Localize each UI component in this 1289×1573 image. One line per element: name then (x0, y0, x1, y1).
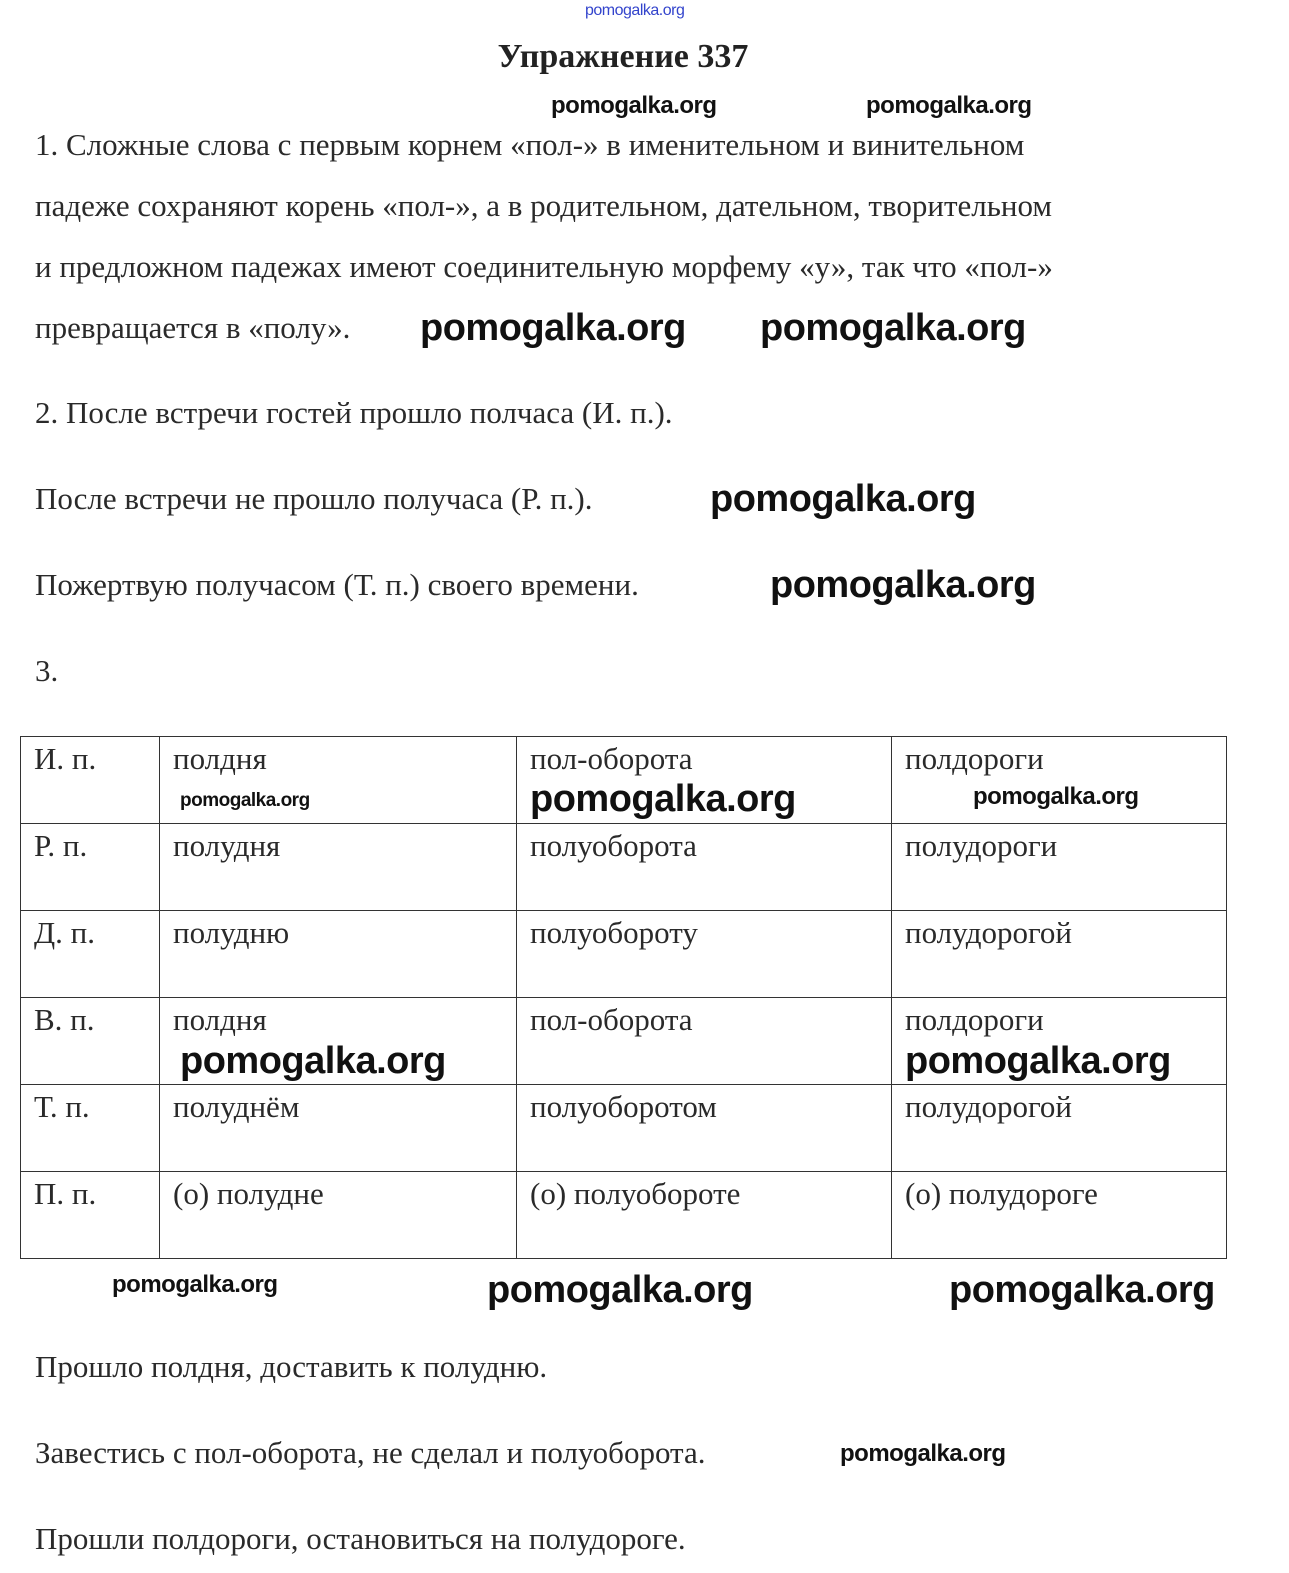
watermark: pomogalka.org (760, 307, 1026, 349)
watermark: pomogalka.org (710, 478, 976, 520)
word-form-cell: полудорогой (892, 1085, 1227, 1172)
example-sentence: Прошли полдороги, остановиться на полудороге. (35, 1521, 686, 1556)
watermark: pomogalka.org (180, 1040, 446, 1082)
watermark: pomogalka.org (840, 1440, 1006, 1467)
watermark: pomogalka.org (973, 783, 1139, 810)
watermark: pomogalka.org (530, 778, 796, 820)
word-form-cell: полуоборотом (517, 1085, 892, 1172)
case-label-cell: И. п. (21, 737, 160, 824)
example-sentence: Прошло полдня, доставить к полудню. (35, 1349, 548, 1384)
word-form-cell: полудорогой (892, 911, 1227, 998)
case-label-cell: Р. п. (21, 824, 160, 911)
paragraph-line: и предложном падежах имеют соединительную морфему «у», так что «пол-» (35, 249, 1053, 284)
watermark: pomogalka.org (420, 307, 686, 349)
example-sentence: 2. После встречи гостей прошло полчаса (И. п.). (35, 395, 673, 430)
word-form-cell: полудня (160, 824, 517, 911)
word-form-cell: полдороги (892, 998, 1227, 1085)
example-sentence: Завестись с пол-оборота, не сделал и полуоборота. (35, 1435, 706, 1470)
word-form-cell: полудороги (892, 824, 1227, 911)
watermark: pomogalka.org (585, 2, 685, 19)
table-row (21, 824, 1227, 911)
page-title: Упражнение 337 (497, 38, 749, 75)
word-form-cell: полуоборота (517, 824, 892, 911)
table-row (21, 1172, 1227, 1259)
word-form-cell: полудню (160, 911, 517, 998)
watermark: pomogalka.org (949, 1269, 1215, 1311)
word-form-cell: полдня (160, 998, 517, 1085)
watermark: pomogalka.org (866, 92, 1032, 119)
watermark: pomogalka.org (770, 564, 1036, 606)
word-form-cell: полдня (160, 737, 517, 824)
section-label: 3. (35, 653, 59, 688)
watermark: pomogalka.org (180, 790, 310, 811)
word-form-cell: полуднём (160, 1085, 517, 1172)
word-form-cell: пол-оборота (517, 737, 892, 824)
case-label-cell: Т. п. (21, 1085, 160, 1172)
word-form-cell: полдороги (892, 737, 1227, 824)
word-form-cell: (о) полудне (160, 1172, 517, 1259)
watermark: pomogalka.org (487, 1269, 753, 1311)
example-sentence: Пожертвую получасом (Т. п.) своего времени. (35, 567, 639, 602)
table-row (21, 1085, 1227, 1172)
word-form-cell: (о) полуобороте (517, 1172, 892, 1259)
watermark: pomogalka.org (905, 1040, 1171, 1082)
paragraph-line: падеже сохраняют корень «пол-», а в родительном, дательном, творительном (35, 188, 1052, 223)
case-label-cell: Д. п. (21, 911, 160, 998)
case-label-cell: П. п. (21, 1172, 160, 1259)
word-form-cell: полуобороту (517, 911, 892, 998)
watermark: pomogalka.org (551, 92, 717, 119)
word-form-cell: пол-оборота (517, 998, 892, 1085)
paragraph-line: 1. Сложные слова с первым корнем «пол-» в именительном и винительном (35, 127, 1025, 162)
example-sentence: После встречи не прошло получаса (Р. п.). (35, 481, 593, 516)
table-row (21, 911, 1227, 998)
word-form-cell: (о) полудороге (892, 1172, 1227, 1259)
watermark: pomogalka.org (112, 1271, 278, 1298)
paragraph-line: превращается в «полу». (35, 310, 351, 345)
case-label-cell: В. п. (21, 998, 160, 1085)
